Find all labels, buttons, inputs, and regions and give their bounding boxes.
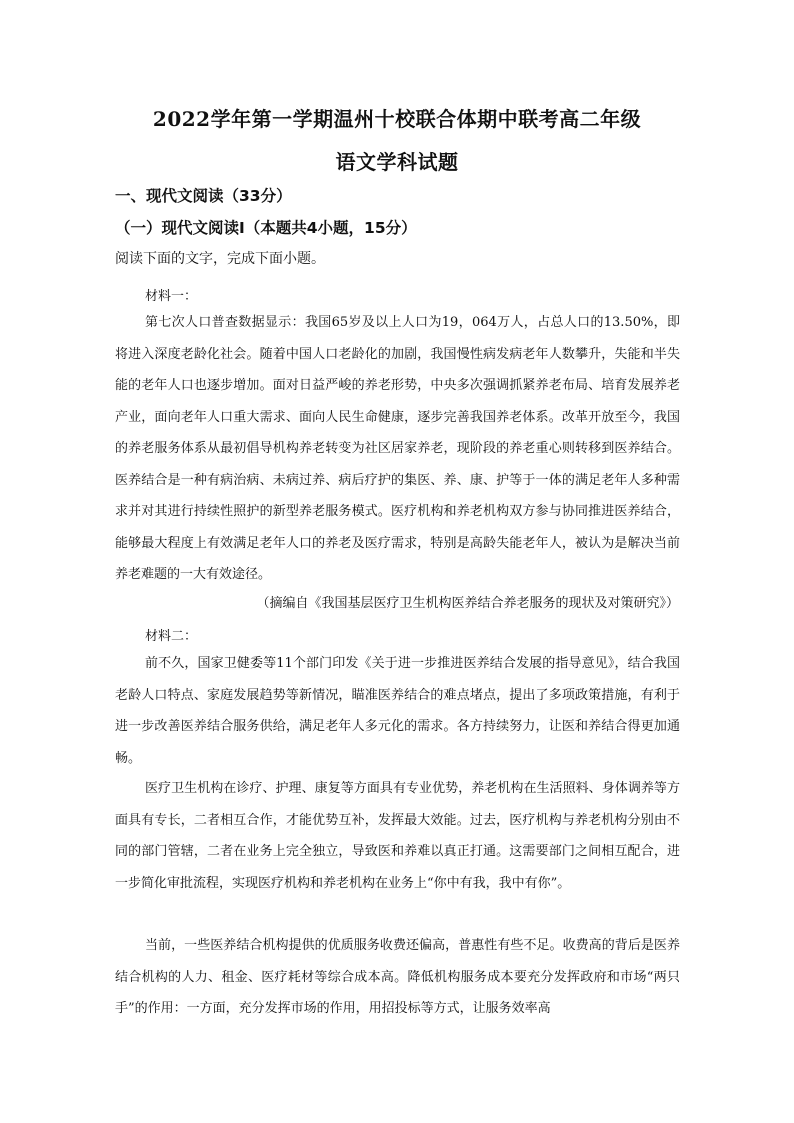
material-two-paragraph: 前不久，国家卫健委等11个部门印发《关于进一步推进医养结合发展的指导意见》，结合我国老龄人口特点、家庭发展趋势等新情况，瞄准医养结合的难点堵点，提出了多项政策措施，有利于进一步改善医养结合服务供给，满足老年人多元化的需求。各方持续努力，让医和养结合得更加通畅。 [115,656,680,766]
material-two-paragraph: 医疗卫生机构在诊疗、护理、康复等方面具有专业优势，养老机构在生活照料、身体调养等方面具有专长，二者相互合作，才能优势互补，发挥最大效能。过去，医疗机构与养老机构分别由不同的部门管辖，二者在业务上完全独立，导致医和养难以真正打通。这需要部门之间相互配合，进一步简化审批流程，实现医疗机构和养老机构在业务上“你中有我，我中有你”。 [115,781,680,891]
reading-instruction: 阅读下面的文字，完成下面小题。 [115,251,325,267]
subsection-heading: （一）现代文阅读Ⅰ（本题共4小题，15分） [115,219,417,237]
material-two-paragraph: 当前，一些医养结合机构提供的优质服务收费还偏高，普惠性有些不足。收费高的背后是医养结合机构的人力、租金、医疗耗材等综合成本高。降低机构服务成本要充分发挥政府和市场“两只手”的作用：一方面，充分发挥市场的作用，用招投标等方式，让服务效率高 [115,938,680,1016]
material-one-label: 材料一： [145,289,198,304]
material-one-paragraph: 第七次人口普查数据显示：我国65岁及以上人口为19，064万人，占总人口的13.50%，即将进入深度老龄化社会。随着中国人口老龄化的加剧，我国慢性病发病老年人数攀升，失能和半失能的老年人口也逐步增加。面对日益严峻的养老形势，中央多次强调抓紧养老布局、培育发展养老产业，面向老年人口重大需求、面向人民生命健康，逐步完善我国养老体系。改革开放至今，我国的养老服务体系从最初倡导机构养老转变为社区居家养老，现阶段的养老重心则转移到医养结合。医养结合是一种有病治病、未病过养、病后疗护的集医、养、康、护等于一体的满足老年人多种需求并对其进行持续性照护的新型养老服务模式。医疗机构和养老机构双方参与协同推进医养结合，能够最大程度上有效满足老年人口的养老及医疗需求，特别是高龄失能老年人，被认为是解决当前养老难题的一大有效途径。 [115,315,680,582]
exam-title: 2022学年第一学期温州十校联合体期中联考高二年级 [152,107,642,131]
material-one-source: （摘编自《我国基层医疗卫生机构医养结合养老服务的现状及对策研究》） [256,596,679,611]
exam-subtitle: 语文学科试题 [335,150,459,174]
material-two-label: 材料二： [145,629,198,644]
section-heading: 一、现代文阅读（33分） [115,187,292,205]
